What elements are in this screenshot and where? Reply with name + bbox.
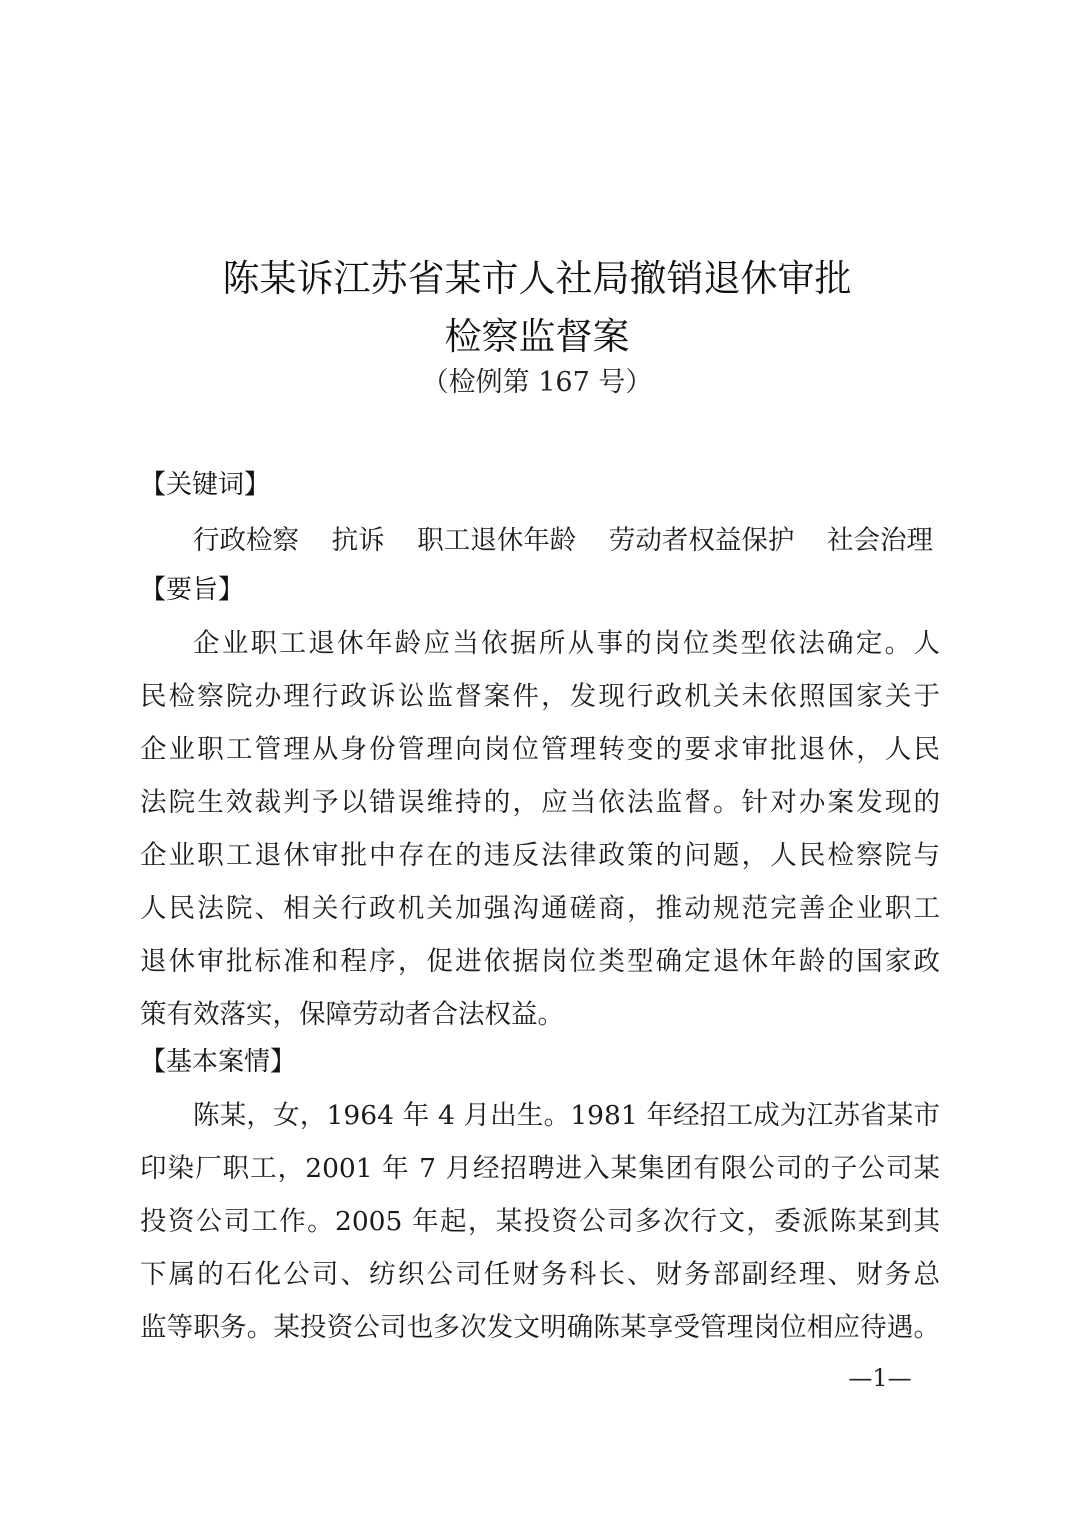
paragraph-line: 退休审批标准和程序，促进依据岗位类型确定退休年龄的国家政 xyxy=(140,946,940,977)
keyword: 抗诉 xyxy=(331,525,385,556)
keyword: 行政检察 xyxy=(193,525,299,556)
basic-facts-heading: 【基本案情】 xyxy=(140,1047,297,1077)
keyword: 职工退休年龄 xyxy=(417,525,577,556)
keywords-heading: 【关键词】 xyxy=(140,470,271,500)
paragraph-line: 人民法院、相关行政机关加强沟通磋商，推动规范完善企业职工 xyxy=(140,893,940,924)
keyword: 劳动者权益保护 xyxy=(608,525,795,556)
paragraph-line: 民检察院办理行政诉讼监督案件，发现行政机关未依照国家关于 xyxy=(140,681,940,712)
gist-heading: 【要旨】 xyxy=(140,575,245,605)
paragraph-line: 印染厂职工，2001 年 7 月经招聘进入某集团有限公司的子公司某 xyxy=(140,1153,940,1184)
paragraph-line: 策有效落实，保障劳动者合法权益。 xyxy=(140,999,564,1030)
paragraph-line: 监等职务。某投资公司也多次发文明确陈某享受管理岗位相应待遇。 xyxy=(140,1312,940,1343)
case-number: （检例第 167 号） xyxy=(421,367,653,398)
keyword: 社会治理 xyxy=(827,525,933,556)
paragraph-line: 投资公司工作。2005 年起，某投资公司多次行文，委派陈某到其 xyxy=(140,1206,940,1237)
keywords-list xyxy=(193,518,933,557)
document-title-line-1: 陈某诉江苏省某市人社局撤销退休审批 xyxy=(222,257,852,300)
paragraph-line: 企业职工管理从身份管理向岗位管理转变的要求审批退休，人民 xyxy=(140,734,940,765)
document-title-line-2: 检察监督案 xyxy=(444,315,630,358)
paragraph-line: 企业职工退休审批中存在的违反法律政策的问题，人民检察院与 xyxy=(140,840,940,871)
paragraph-line: 陈某，女，1964 年 4 月出生。1981 年经招工成为江苏省某市 xyxy=(193,1100,940,1131)
paragraph-line: 企业职工退休年龄应当依据所从事的岗位类型依法确定。人 xyxy=(193,628,940,659)
paragraph-line: 法院生效裁判予以错误维持的，应当依法监督。针对办案发现的 xyxy=(140,787,940,818)
page-number: —1— xyxy=(848,1364,912,1392)
paragraph-line: 下属的石化公司、纺织公司任财务科长、财务部副经理、财务总 xyxy=(140,1259,940,1290)
